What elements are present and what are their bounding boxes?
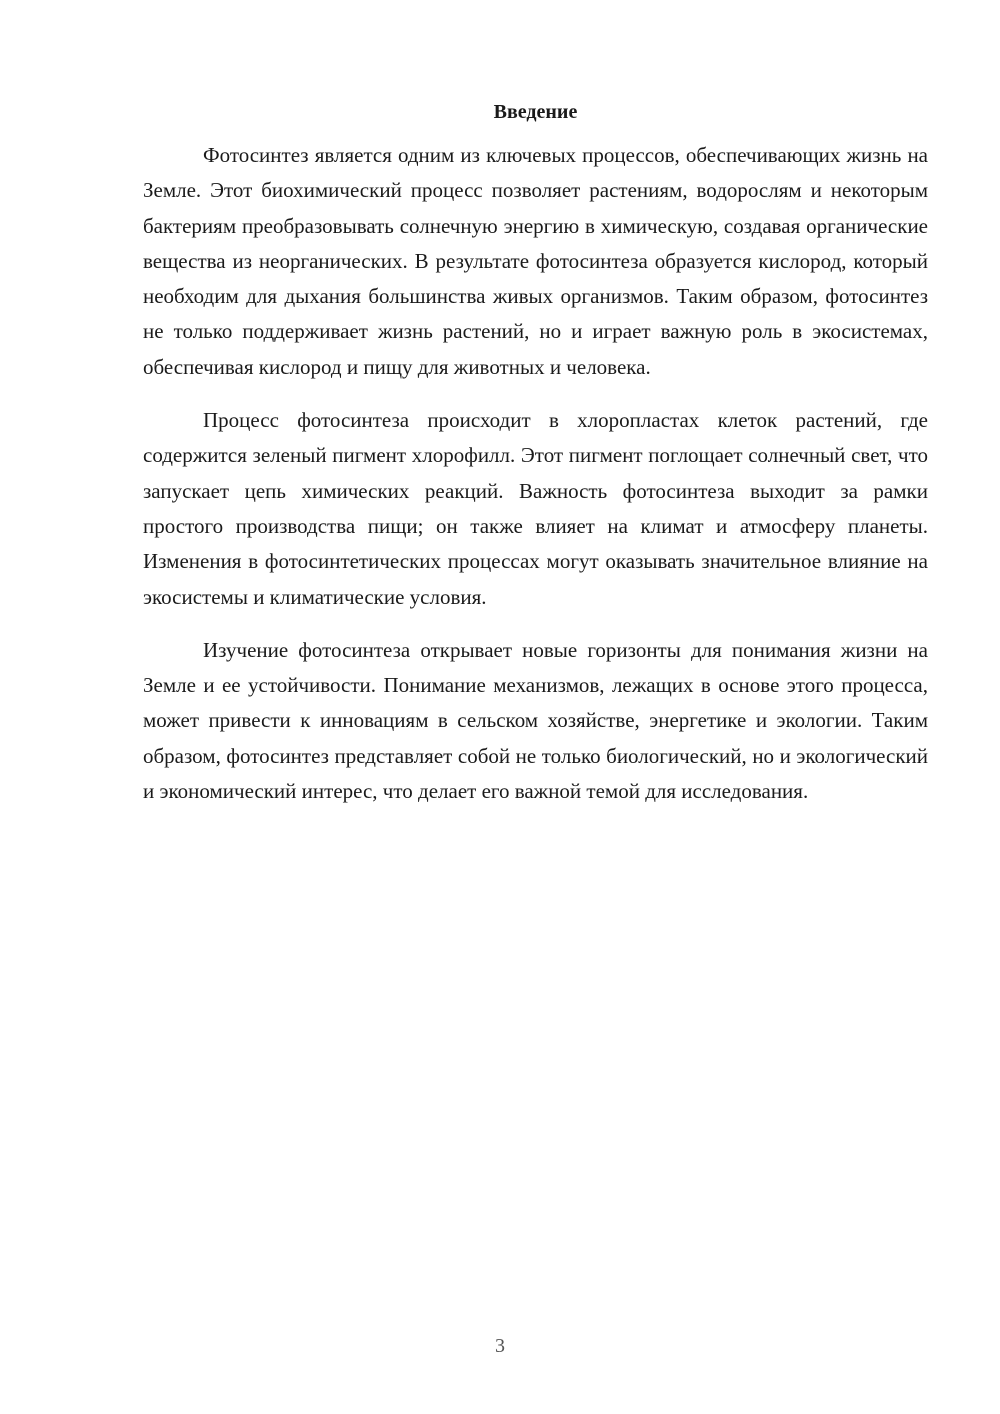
- page-number: 3: [495, 1335, 505, 1357]
- page-content: [143, 96, 928, 827]
- paragraph-1: Фотосинтез является одним из ключевых процессов, обеспечивающих жизнь на Земле. Этот биохимический процесс позволяет растениям, водорослям и некоторым бактериям преобразовывать солнечную энергию в химическую, создавая органические вещества из неорганических. В результате фотосинтеза образуется кислород, который необходим для дыхания большинства живых организмов. Таким образом, фотосинтез не только поддерживает жизнь растений, но и играет важную роль в экосистемах, обеспечивая кислород и пищу для животных и человека.: [143, 143, 928, 379]
- paragraph-3: Изучение фотосинтеза открывает новые горизонты для понимания жизни на Земле и ее устойчивости. Понимание механизмов, лежащих в основе этого процесса, может привести к инновациям в сельском хозяйстве, энергетике и экологии. Таким образом, фотосинтез представляет собой не только биологический, но и экологический и экономический интерес, что делает его важной темой для исследования.: [143, 637, 928, 804]
- paragraph-2: Процесс фотосинтеза происходит в хлоропластах клеток растений, где содержится зеленый пигмент хлорофилл. Этот пигмент поглощает солнечный свет, что запускает цепь химических реакций. Важность фотосинтеза выходит за рамки простого производства пищи; он также влияет на климат и атмосферу планеты. Изменения в фотосинтетических процессах могут оказывать значительное влияние на экосистемы и климатические условия.: [143, 408, 928, 609]
- section-heading: Введение: [493, 101, 578, 123]
